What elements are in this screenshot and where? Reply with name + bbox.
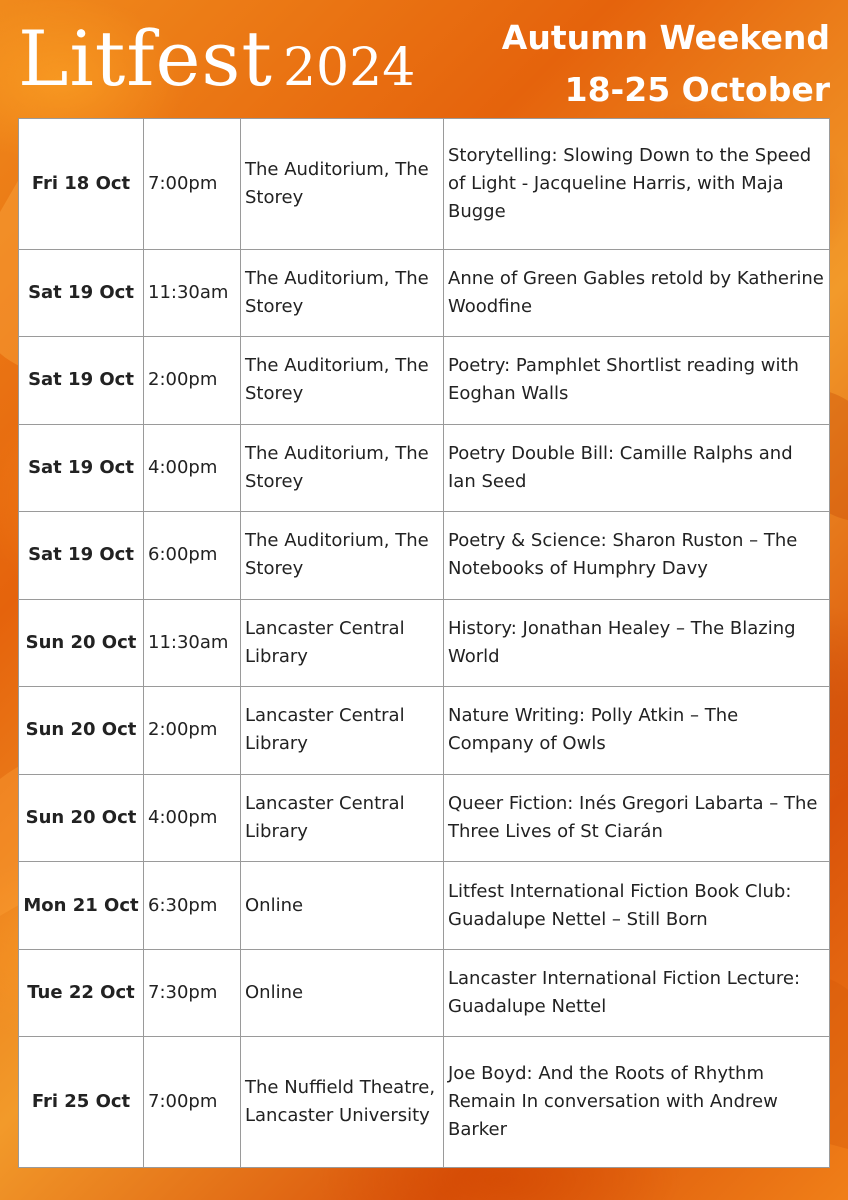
table-row [19, 774, 830, 862]
venue-cell: Lancaster Central Library [241, 774, 444, 862]
event-cell: Lancaster International Fiction Lecture: Guadalupe Nettel [444, 949, 830, 1037]
date-cell: Fri 18 Oct [19, 119, 144, 250]
date-cell: Sat 19 Oct [19, 512, 144, 600]
event-title [502, 12, 830, 116]
event-cell: Nature Writing: Polly Atkin – The Company of Owls [444, 687, 830, 775]
table-row [19, 1037, 830, 1168]
venue-cell: Lancaster Central Library [241, 687, 444, 775]
venue-cell: Lancaster Central Library [241, 599, 444, 687]
title-line-2: 18-25 October [564, 70, 830, 109]
time-cell: 2:00pm [144, 687, 241, 775]
table-row [19, 862, 830, 950]
title-line-1: Autumn Weekend [501, 18, 830, 57]
venue-cell: The Auditorium, The Storey [241, 512, 444, 600]
venue-cell: The Nuffield Theatre, Lancaster University [241, 1037, 444, 1168]
event-cell: Joe Boyd: And the Roots of Rhythm Remain In conversation with Andrew Barker [444, 1037, 830, 1168]
date-cell: Sun 20 Oct [19, 774, 144, 862]
date-cell: Sat 19 Oct [19, 249, 144, 337]
event-cell: Litfest International Fiction Book Club: Guadalupe Nettel – Still Born [444, 862, 830, 950]
venue-cell: The Auditorium, The Storey [241, 424, 444, 512]
time-cell: 7:00pm [144, 119, 241, 250]
event-cell: Poetry & Science: Sharon Ruston – The Notebooks of Humphry Davy [444, 512, 830, 600]
table-row [19, 687, 830, 775]
time-cell: 6:00pm [144, 512, 241, 600]
time-cell: 7:00pm [144, 1037, 241, 1168]
venue-cell: Online [241, 862, 444, 950]
date-cell: Tue 22 Oct [19, 949, 144, 1037]
date-cell: Sat 19 Oct [19, 424, 144, 512]
event-cell: Poetry Double Bill: Camille Ralphs and Ian Seed [444, 424, 830, 512]
event-cell: Anne of Green Gables retold by Katherine Woodfine [444, 249, 830, 337]
date-cell: Mon 21 Oct [19, 862, 144, 950]
venue-cell: The Auditorium, The Storey [241, 337, 444, 425]
event-cell: History: Jonathan Healey – The Blazing World [444, 599, 830, 687]
time-cell: 11:30am [144, 249, 241, 337]
time-cell: 2:00pm [144, 337, 241, 425]
poster-header [0, 0, 848, 118]
venue-cell: The Auditorium, The Storey [241, 119, 444, 250]
venue-cell: Online [241, 949, 444, 1037]
schedule-table [18, 118, 830, 1168]
table-row [19, 949, 830, 1037]
time-cell: 11:30am [144, 599, 241, 687]
date-cell: Fri 25 Oct [19, 1037, 144, 1168]
event-cell: Storytelling: Slowing Down to the Speed of Light - Jacqueline Harris, with Maja Bugge [444, 119, 830, 250]
logo-year: 2024 [282, 38, 416, 98]
event-cell: Queer Fiction: Inés Gregori Labarta – The Three Lives of St Ciarán [444, 774, 830, 862]
table-row [19, 424, 830, 512]
venue-cell: The Auditorium, The Storey [241, 249, 444, 337]
table-row [19, 599, 830, 687]
time-cell: 6:30pm [144, 862, 241, 950]
event-cell: Poetry: Pamphlet Shortlist reading with Eoghan Walls [444, 337, 830, 425]
time-cell: 4:00pm [144, 424, 241, 512]
date-cell: Sun 20 Oct [19, 599, 144, 687]
table-row [19, 249, 830, 337]
date-cell: Sat 19 Oct [19, 337, 144, 425]
litfest-logo [18, 14, 415, 103]
time-cell: 4:00pm [144, 774, 241, 862]
date-cell: Sun 20 Oct [19, 687, 144, 775]
table-row [19, 337, 830, 425]
time-cell: 7:30pm [144, 949, 241, 1037]
logo-word: Litfest [18, 14, 273, 103]
table-row [19, 119, 830, 250]
table-row [19, 512, 830, 600]
